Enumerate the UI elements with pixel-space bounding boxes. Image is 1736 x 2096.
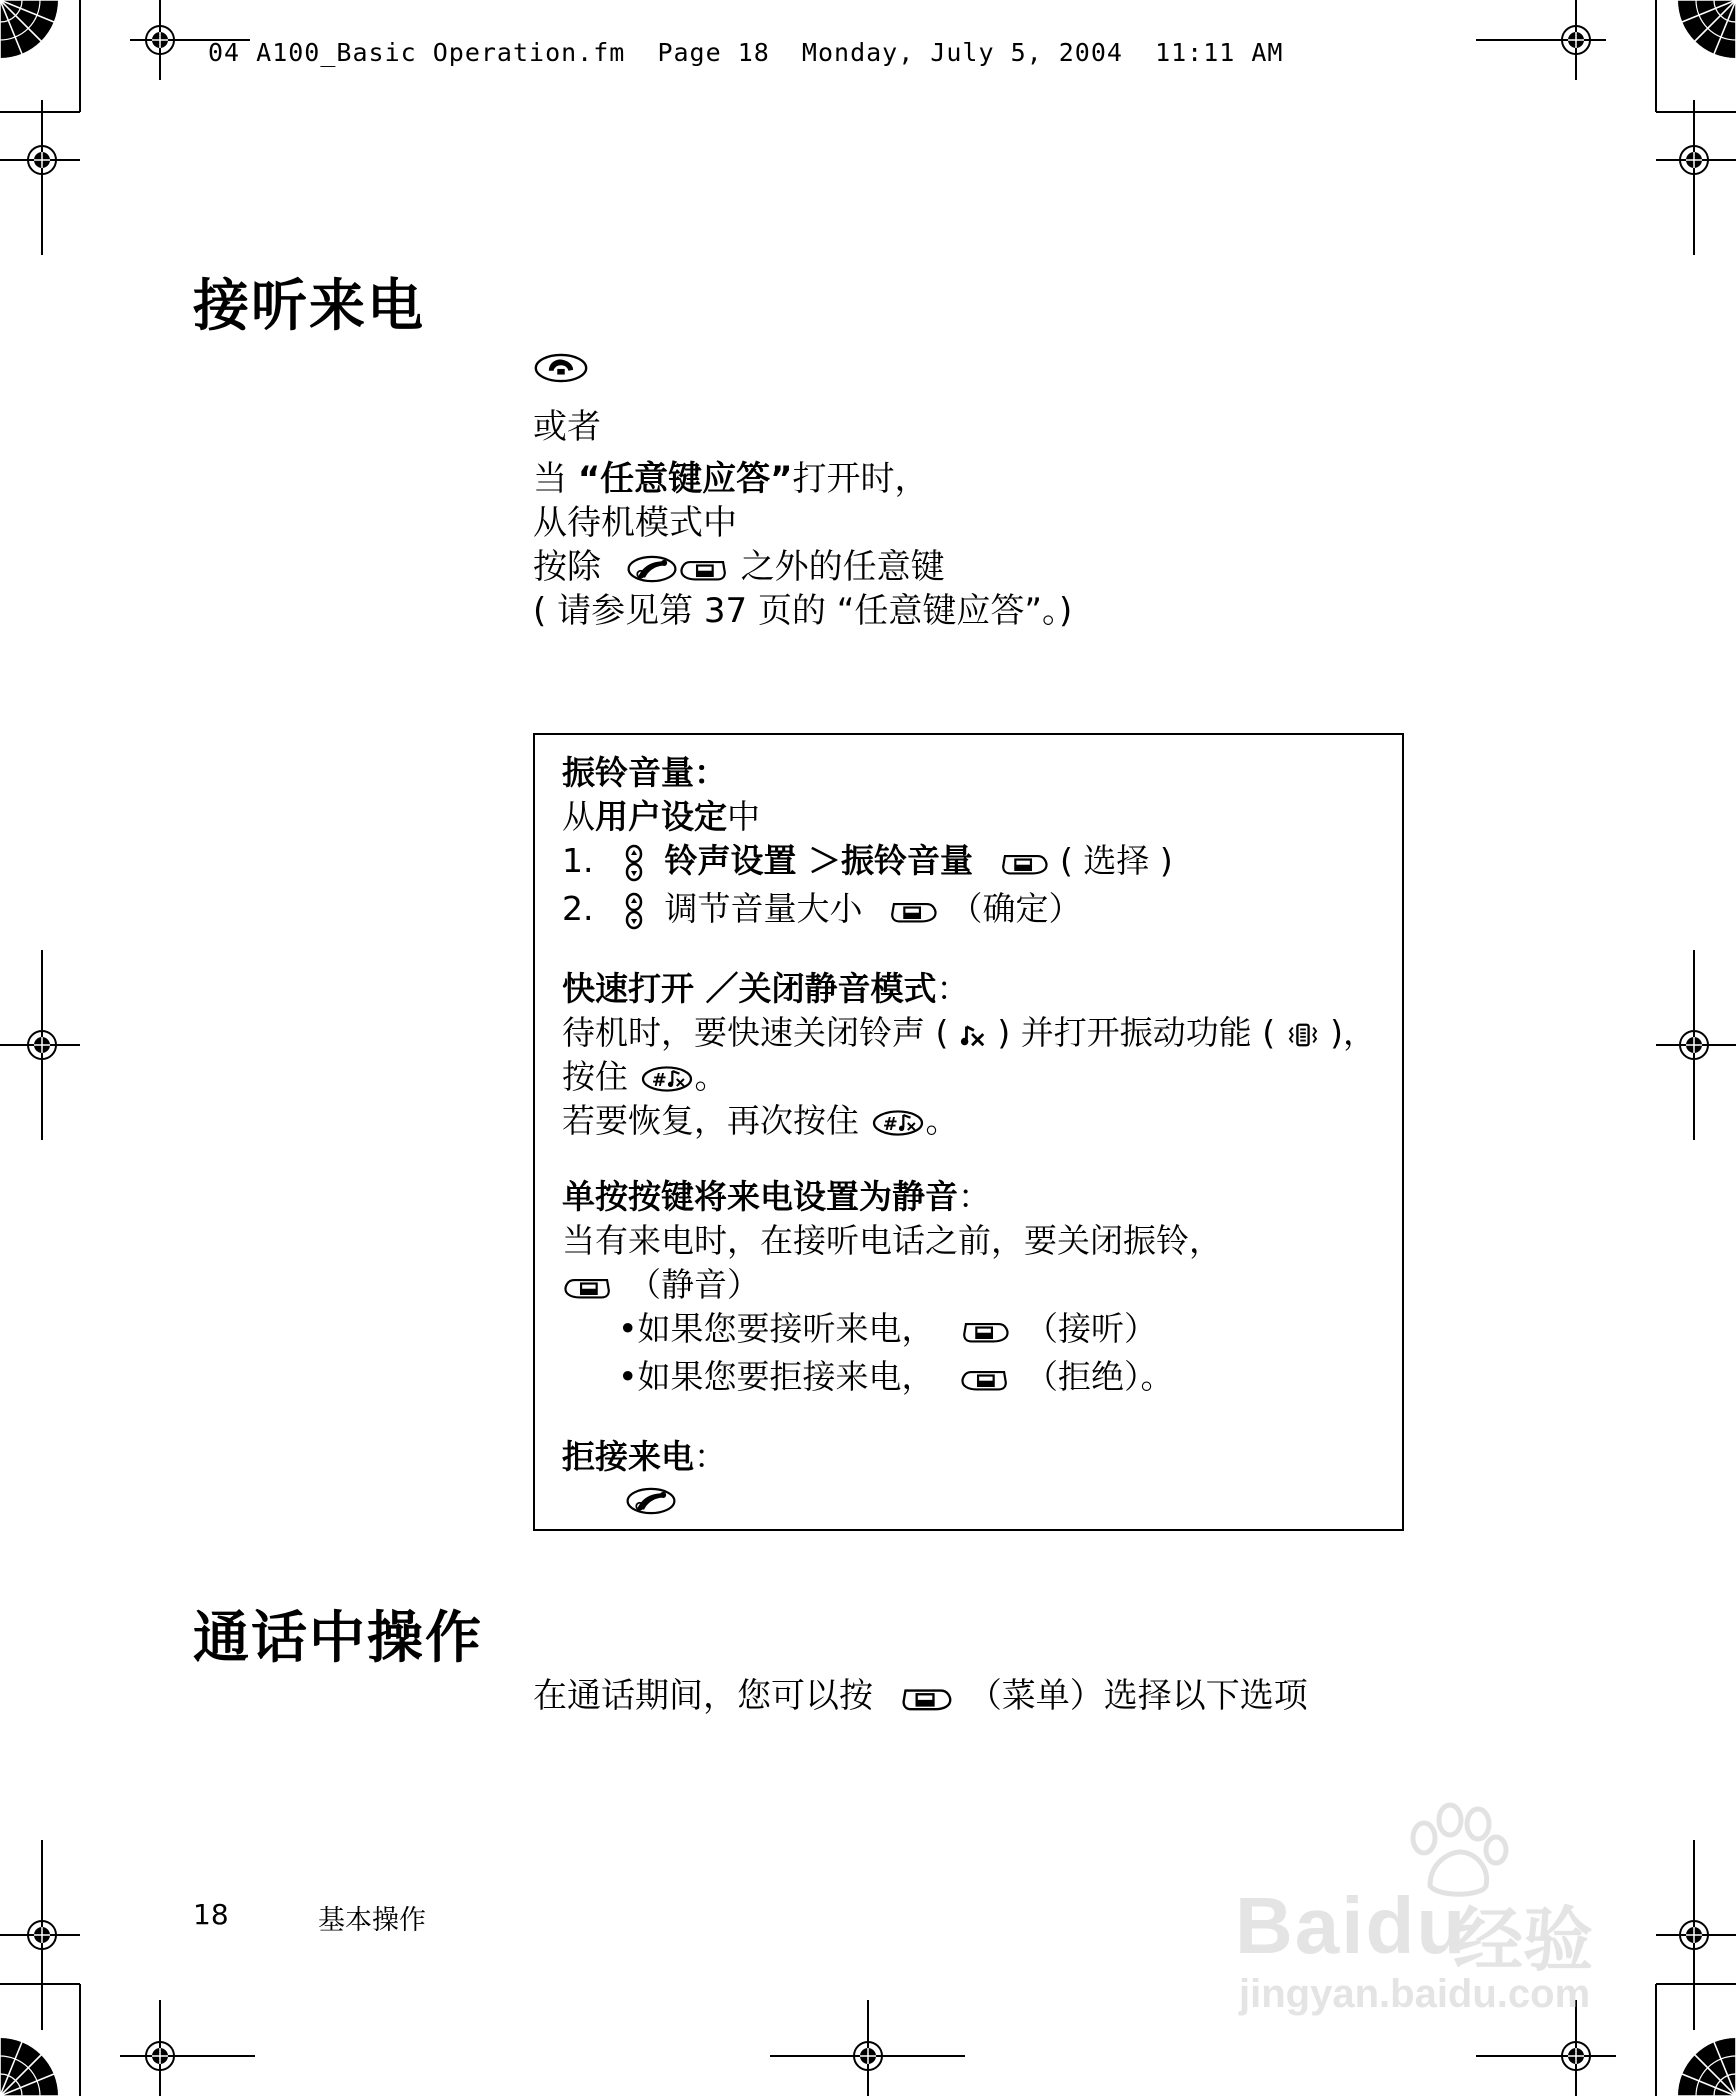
- silent-mode-line-3: 若要恢复，再次按住 。: [562, 1101, 959, 1140]
- ringtone-volume-menu-path: 铃声设置 ＞振铃音量: [664, 841, 973, 880]
- mute-call-line-2: （静音）: [562, 1259, 760, 1306]
- print-header: [208, 38, 1283, 67]
- from-prefix: 从: [562, 797, 595, 836]
- ring-volume-path: [562, 791, 760, 838]
- phone-end-icon: [626, 552, 678, 586]
- standby-line: 从待机模式中: [533, 503, 737, 543]
- soft-key-right-icon: [898, 1680, 954, 1716]
- adjust-volume-text: 调节音量大小: [664, 889, 863, 928]
- baidu-watermark: [1225, 1800, 1645, 2030]
- footer-page-number: 18: [193, 1898, 229, 1931]
- header-time: 11:11 AM: [1155, 38, 1284, 67]
- press-any-key-line: [533, 545, 945, 589]
- section-title-answer-call: 接听来电: [193, 274, 425, 339]
- hash-key-icon: [639, 1063, 695, 1095]
- press-prefix: 按除: [533, 547, 601, 587]
- step-number: 1.: [562, 841, 594, 880]
- nav-updown-icon: [622, 891, 646, 931]
- when-prefix: 当: [533, 459, 567, 499]
- reject-call-key: [625, 1479, 677, 1518]
- soft-key-left-icon: [562, 1270, 614, 1304]
- soft-key-right-icon: [998, 846, 1050, 880]
- header-page-label: Page 18: [657, 38, 770, 67]
- silent-mode-line-1: 待机时，要快速关闭铃声 ( ) 并打开振动功能 ( )，: [562, 1013, 1376, 1052]
- mute-bullet-answer: •如果您要接听来电， （接听）: [618, 1309, 1157, 1348]
- soft-key-right-icon: [959, 1314, 1011, 1348]
- watermark-brand-end: du: [1365, 1881, 1468, 1970]
- select-action: ( 选择 ): [1060, 841, 1173, 880]
- ring-volume-step-2: [562, 883, 1082, 931]
- or-text: 或者: [533, 407, 601, 447]
- nav-updown-icon: [622, 843, 646, 883]
- step-number: 2.: [562, 889, 594, 928]
- from-suffix: 中: [727, 797, 760, 836]
- watermark-brand: Bai: [1235, 1881, 1366, 1970]
- silent-mode-line-2: 按住 。: [562, 1057, 728, 1096]
- any-key-answer-term: “任意键应答”: [577, 459, 793, 499]
- header-date: Monday, July 5, 2004: [801, 38, 1123, 67]
- mute-bullet-reject: •如果您要拒接来电， （拒绝）。: [618, 1357, 1174, 1396]
- tips-box: [533, 733, 1404, 1531]
- when-suffix: 打开时，: [792, 459, 929, 499]
- section-title-in-call: 通话中操作: [193, 1606, 483, 1671]
- reference-line: ( 请参见第 37 页的 “任意键应答”。): [533, 591, 1073, 631]
- mute-call-title: 单按按键将来电设置为静音：: [562, 1177, 991, 1216]
- reject-call-title: 拒接来电：: [562, 1437, 727, 1476]
- mute-call-line-1: 当有来电时，在接听电话之前，要关闭振铃，: [562, 1221, 1222, 1260]
- send-key-line: [533, 350, 589, 386]
- phone-send-icon: [533, 350, 589, 386]
- footer-chapter: 基本操作: [318, 1905, 426, 1936]
- any-key-answer-line: [533, 457, 929, 501]
- soft-key-left-icon: [678, 552, 730, 586]
- watermark-url: jingyan.baidu.com: [1239, 1972, 1591, 2016]
- silent-mode-title: 快速打开 ／关闭静音模式：: [562, 969, 970, 1008]
- hash-key-icon: [870, 1107, 926, 1139]
- phone-end-icon: [625, 1484, 677, 1518]
- vibrate-icon: [1286, 1021, 1320, 1049]
- in-call-menu-line: 在通话期间，您可以按 （菜单）选择以下选项: [533, 1676, 1308, 1716]
- press-suffix: 之外的任意键: [740, 547, 945, 587]
- ring-volume-title: 振铃音量：: [562, 753, 727, 792]
- soft-key-right-icon: [887, 894, 939, 928]
- watermark-product: 经验: [1453, 1901, 1593, 1979]
- ring-off-icon: [959, 1021, 987, 1049]
- header-file-name: 04 A100_Basic Operation.fm: [208, 38, 626, 67]
- user-settings-term: 用户设定: [595, 797, 727, 836]
- ring-volume-step-1: [562, 835, 1173, 883]
- confirm-action: （确定）: [949, 889, 1082, 928]
- soft-key-left-icon: [959, 1362, 1011, 1396]
